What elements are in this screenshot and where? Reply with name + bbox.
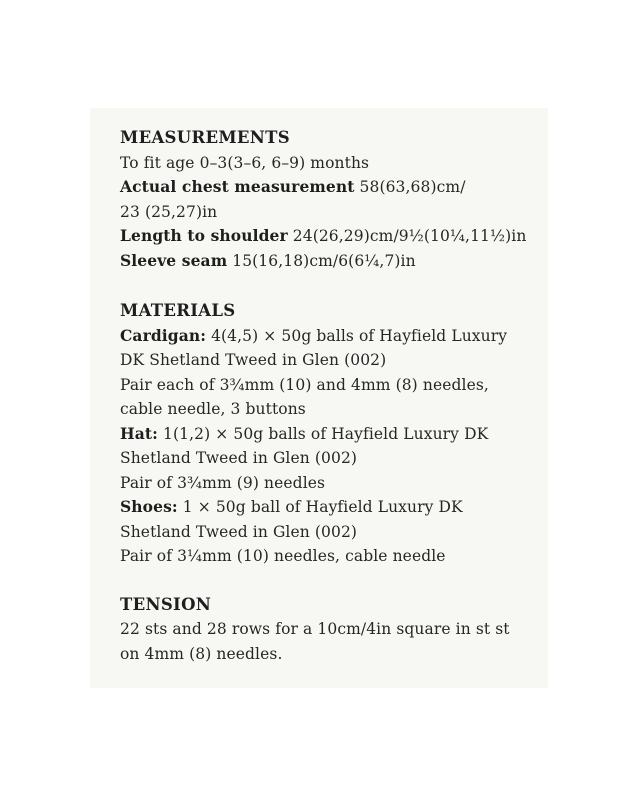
length-label: Length to shoulder xyxy=(120,226,288,245)
section-spacer xyxy=(120,273,540,299)
chest-label: Actual chest measurement xyxy=(120,177,355,196)
length-value: 24(26,29)cm/9½(10¼,11½)in xyxy=(287,227,527,245)
materials-heading: MATERIALS xyxy=(120,301,236,320)
shoes-line xyxy=(120,495,540,520)
tension-section xyxy=(120,593,540,667)
shoes-line1: 1 × 50g ball of Hayfield Luxury DK xyxy=(177,498,463,516)
chest-line-2: 23 (25,27)in xyxy=(120,202,218,221)
pattern-info xyxy=(120,126,540,666)
measurements-heading: MEASUREMENTS xyxy=(120,128,290,147)
hat-line3: Pair of 3¾mm (9) needles xyxy=(120,473,326,492)
hat-line1: 1(1,2) × 50g balls of Hayfield Luxury DK xyxy=(157,424,489,443)
length-line xyxy=(120,224,540,249)
cardigan-line xyxy=(120,324,540,349)
shoes-line3: Pair of 3¼mm (10) needles, cable needle xyxy=(120,547,446,565)
section-spacer xyxy=(120,569,540,593)
tension-line1: 22 sts and 28 rows for a 10cm/4in square in st st xyxy=(120,620,510,638)
cardigan-line2: DK Shetland Tweed in Glen (002) xyxy=(120,351,387,369)
cardigan-line1: 4(4,5) × 50g balls of Hayfield Luxury xyxy=(206,326,508,345)
tension-heading: TENSION xyxy=(120,594,212,614)
cardigan-line3: Pair each of 3¾mm (10) and 4mm (8) needles, xyxy=(120,375,489,394)
chest-value: 58(63,68)cm/ xyxy=(354,178,466,196)
hat-line2: Shetland Tweed in Glen (002) xyxy=(120,449,358,467)
sleeve-line xyxy=(120,249,540,274)
sleeve-value: 15(16,18)cm/6(6¼,7)in xyxy=(227,251,416,270)
cardigan-label: Cardigan: xyxy=(120,325,207,345)
shoes-label: Shoes: xyxy=(120,497,178,516)
cardigan-line4: cable needle, 3 buttons xyxy=(120,400,306,418)
materials-section xyxy=(120,299,540,569)
chest-line xyxy=(120,175,540,200)
age-line: To fit age 0–3(3–6, 6–9) months xyxy=(120,153,370,172)
hat-label: Hat: xyxy=(120,423,158,443)
shoes-line2: Shetland Tweed in Glen (002) xyxy=(120,522,358,541)
tension-line2: on 4mm (8) needles. xyxy=(120,644,283,663)
sleeve-label: Sleeve seam xyxy=(120,250,228,270)
measurements-section xyxy=(120,126,540,273)
hat-line xyxy=(120,422,540,447)
